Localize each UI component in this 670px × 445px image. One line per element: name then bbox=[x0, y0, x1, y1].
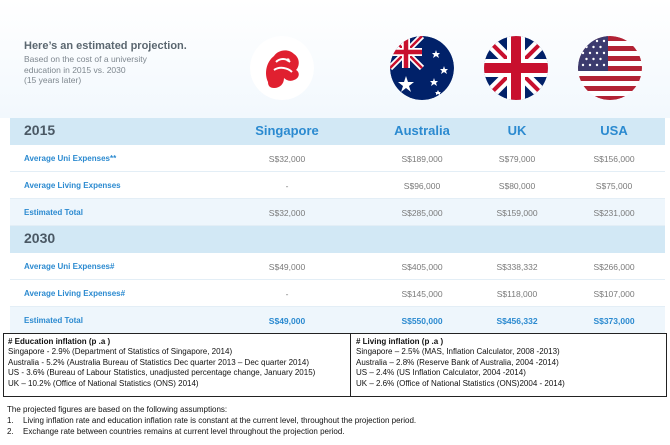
column-header-singapore: Singapore bbox=[255, 123, 319, 138]
cell-value: S$285,000 bbox=[401, 208, 443, 218]
cell-value: S$107,000 bbox=[593, 289, 635, 299]
table-row bbox=[10, 253, 665, 280]
row-label: Average Uni Expenses# bbox=[24, 262, 115, 271]
cell-value: S$550,000 bbox=[401, 316, 443, 326]
note-line: Australia - 5.2% (Australia Bureau of Statistics Dec quarter 2013 – Dec quarter 2014) bbox=[8, 357, 310, 367]
intro-block bbox=[24, 40, 224, 86]
note-line: UK – 2.6% (Office of National Statistics (ONS)2004 - 2014) bbox=[356, 378, 565, 388]
note-line: US - 3.6% (Bureau of Labour Statistics, unadjusted percentage change, January 2015) bbox=[8, 368, 316, 378]
assumption-text: Exchange rate between countries remains at current level throughout the projection period. bbox=[23, 427, 345, 436]
table-row-total bbox=[10, 199, 665, 226]
cell-value: S$231,000 bbox=[593, 208, 635, 218]
intro-line: education in 2015 vs. 2030 bbox=[24, 64, 126, 75]
cell-value: S$49,000 bbox=[268, 262, 306, 272]
assumption-item bbox=[7, 415, 657, 426]
assumptions-intro: The projected figures are based on the following assumptions: bbox=[7, 405, 228, 414]
row-label: Average Living Expenses bbox=[24, 181, 121, 190]
assumption-item bbox=[7, 426, 657, 437]
cell-value: S$32,000 bbox=[268, 154, 306, 164]
cell-value: S$338,332 bbox=[496, 262, 538, 272]
inflation-notes-box bbox=[3, 333, 667, 397]
cell-value: S$456,332 bbox=[496, 316, 538, 326]
row-label: Estimated Total bbox=[24, 208, 83, 217]
table-row bbox=[10, 172, 665, 199]
education-inflation-note bbox=[8, 337, 348, 389]
cell-value: S$96,000 bbox=[403, 181, 441, 191]
cell-value: S$405,000 bbox=[401, 262, 443, 272]
notes-section bbox=[0, 331, 670, 445]
year-label: 2030 bbox=[24, 230, 56, 246]
row-label: Estimated Total bbox=[24, 316, 83, 325]
cell-value: S$266,000 bbox=[593, 262, 635, 272]
cell-value: S$373,000 bbox=[593, 316, 635, 326]
education-inflation-heading: # Education inflation (p .a ) bbox=[8, 337, 111, 346]
note-line: UK – 10.2% (Office of National Statistics (ONS) 2014) bbox=[8, 378, 199, 388]
projection-table bbox=[10, 118, 665, 334]
cell-value: S$159,000 bbox=[496, 208, 538, 218]
cell-value: - bbox=[285, 289, 289, 299]
table-row bbox=[10, 280, 665, 307]
row-label: Average Uni Expenses** bbox=[24, 154, 117, 163]
cell-value: S$156,000 bbox=[593, 154, 635, 164]
living-inflation-heading: # Living inflation (p .a ) bbox=[356, 337, 444, 346]
assumption-number: 2. bbox=[7, 427, 14, 436]
living-inflation-note bbox=[356, 337, 666, 389]
note-line: Australia – 2.8% (Reserve Bank of Australia, 2004 -2014) bbox=[356, 357, 559, 367]
cell-value: S$80,000 bbox=[498, 181, 536, 191]
cell-value: - bbox=[285, 181, 289, 191]
note-line: Singapore – 2.5% (MAS, Inflation Calculator, 2008 -2013) bbox=[356, 347, 560, 357]
column-header-australia: Australia bbox=[394, 123, 450, 138]
notes-divider bbox=[350, 334, 351, 396]
uk-flag-icon bbox=[484, 36, 548, 100]
assumptions-block bbox=[7, 404, 657, 437]
cell-value: S$145,000 bbox=[401, 289, 443, 299]
column-header-uk: UK bbox=[507, 123, 527, 138]
table-row bbox=[10, 145, 665, 172]
year-label: 2015 bbox=[24, 122, 56, 138]
cell-value: S$32,000 bbox=[268, 208, 306, 218]
assumption-text: Living inflation rate and education inflation rate is constant at the current level, throughout the projection period. bbox=[23, 416, 417, 425]
intro-title: Here’s an estimated projection. bbox=[24, 40, 187, 52]
table-row-total bbox=[10, 307, 665, 334]
year-header-2030 bbox=[10, 226, 665, 253]
row-label: Average Living Expenses# bbox=[24, 289, 126, 298]
cell-value: S$49,000 bbox=[268, 316, 306, 326]
cell-value: S$118,000 bbox=[496, 289, 538, 299]
column-header-usa: USA bbox=[600, 123, 628, 138]
cell-value: S$189,000 bbox=[401, 154, 443, 164]
header-area bbox=[0, 0, 670, 118]
cell-value: S$79,000 bbox=[498, 154, 536, 164]
note-line: US – 2.4% (US Inflation Calculator, 2004 -2014) bbox=[356, 368, 526, 378]
cell-value: S$75,000 bbox=[595, 181, 633, 191]
singapore-merlion-icon bbox=[250, 36, 314, 100]
assumption-number: 1. bbox=[7, 416, 14, 425]
intro-line: Based on the cost of a university bbox=[24, 54, 147, 64]
year-header-2015 bbox=[10, 118, 665, 145]
note-line: Singapore - 2.9% (Department of Statistics of Singapore, 2014) bbox=[8, 347, 233, 357]
intro-line: (15 years later) bbox=[24, 75, 82, 85]
usa-flag-icon bbox=[578, 36, 642, 100]
australia-flag-icon bbox=[390, 36, 454, 100]
